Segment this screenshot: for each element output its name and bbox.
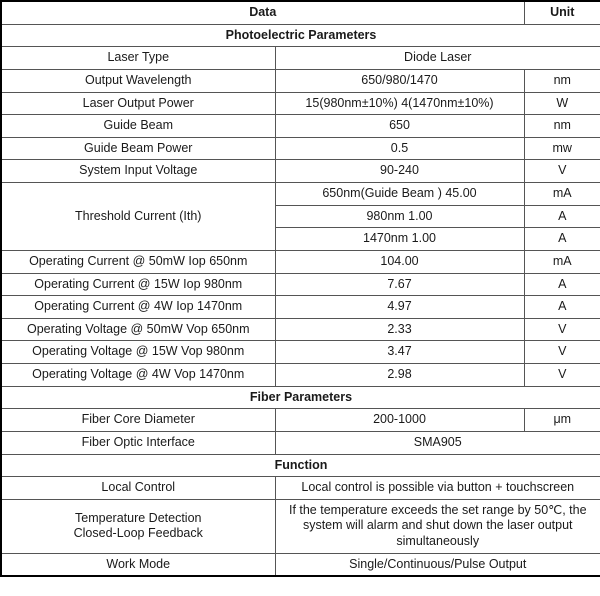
row-label: Operating Current @ 15W Iop 980nm xyxy=(1,273,275,296)
section-title-fiber: Fiber Parameters xyxy=(1,386,600,409)
row-label: System Input Voltage xyxy=(1,160,275,183)
table-row xyxy=(1,69,600,92)
row-unit: nm xyxy=(524,115,600,138)
row-label: Fiber Core Diameter xyxy=(1,409,275,432)
row-label: Operating Voltage @ 15W Vop 980nm xyxy=(1,341,275,364)
table-header-row xyxy=(1,1,600,24)
row-unit: μm xyxy=(524,409,600,432)
row-label: Operating Current @ 4W Iop 1470nm xyxy=(1,296,275,319)
table-row xyxy=(1,364,600,387)
row-unit: nm xyxy=(524,69,600,92)
table-row xyxy=(1,341,600,364)
section-title-photoelectric: Photoelectric Parameters xyxy=(1,24,600,47)
column-header-data: Data xyxy=(1,1,524,24)
row-value: If the temperature exceeds the set range by 50℃, the system will alarm and shut down the laser output simultaneously xyxy=(275,499,600,553)
row-value: 1470nm 1.00 xyxy=(275,228,524,251)
row-value: 3.47 xyxy=(275,341,524,364)
row-unit: mA xyxy=(524,183,600,206)
row-unit: A xyxy=(524,205,600,228)
row-label: Work Mode xyxy=(1,553,275,576)
section-header-row xyxy=(1,24,600,47)
row-value: Diode Laser xyxy=(275,47,600,70)
row-label: Laser Type xyxy=(1,47,275,70)
table-row xyxy=(1,553,600,576)
table-row xyxy=(1,477,600,500)
row-value: 650 xyxy=(275,115,524,138)
row-value: 980nm 1.00 xyxy=(275,205,524,228)
row-unit: V xyxy=(524,160,600,183)
row-label: Laser Output Power xyxy=(1,92,275,115)
table-row xyxy=(1,47,600,70)
table-row xyxy=(1,318,600,341)
row-value: 15(980nm±10%) 4(1470nm±10%) xyxy=(275,92,524,115)
row-unit: mw xyxy=(524,137,600,160)
row-label: Operating Voltage @ 50mW Vop 650nm xyxy=(1,318,275,341)
row-label: Operating Voltage @ 4W Vop 1470nm xyxy=(1,364,275,387)
row-label: Guide Beam xyxy=(1,115,275,138)
row-value: 4.97 xyxy=(275,296,524,319)
row-unit: A xyxy=(524,228,600,251)
row-label-temperature-detection xyxy=(1,499,275,553)
row-value: SMA905 xyxy=(275,431,600,454)
row-unit: V xyxy=(524,341,600,364)
row-unit: mA xyxy=(524,250,600,273)
column-header-unit: Unit xyxy=(524,1,600,24)
row-value: 90-240 xyxy=(275,160,524,183)
table-row xyxy=(1,160,600,183)
table-row xyxy=(1,92,600,115)
row-label: Local Control xyxy=(1,477,275,500)
row-value: 104.00 xyxy=(275,250,524,273)
row-label: Guide Beam Power xyxy=(1,137,275,160)
row-value: Local control is possible via button + touchscreen xyxy=(275,477,600,500)
row-value: 650/980/1470 xyxy=(275,69,524,92)
row-unit: W xyxy=(524,92,600,115)
table-row xyxy=(1,499,600,553)
row-label-line2: Closed-Loop Feedback xyxy=(73,526,203,541)
table-row xyxy=(1,431,600,454)
table-row xyxy=(1,115,600,138)
row-label: Operating Current @ 50mW Iop 650nm xyxy=(1,250,275,273)
table-row xyxy=(1,273,600,296)
row-value: 650nm(Guide Beam ) 45.00 xyxy=(275,183,524,206)
row-value: Single/Continuous/Pulse Output xyxy=(275,553,600,576)
row-unit: V xyxy=(524,318,600,341)
row-value: 7.67 xyxy=(275,273,524,296)
table-row xyxy=(1,409,600,432)
row-label: Fiber Optic Interface xyxy=(1,431,275,454)
section-header-row xyxy=(1,386,600,409)
table-row xyxy=(1,296,600,319)
section-title-function: Function xyxy=(1,454,600,477)
row-value: 2.98 xyxy=(275,364,524,387)
table-row xyxy=(1,250,600,273)
row-unit: A xyxy=(524,273,600,296)
section-header-row xyxy=(1,454,600,477)
row-unit: V xyxy=(524,364,600,387)
row-value: 200-1000 xyxy=(275,409,524,432)
row-value: 0.5 xyxy=(275,137,524,160)
row-unit: A xyxy=(524,296,600,319)
table-row xyxy=(1,183,600,206)
row-label-line1: Temperature Detection xyxy=(75,510,202,525)
row-label: Output Wavelength xyxy=(1,69,275,92)
table-row xyxy=(1,137,600,160)
row-value: 2.33 xyxy=(275,318,524,341)
row-label-threshold-current: Threshold Current (Ith) xyxy=(1,183,275,251)
